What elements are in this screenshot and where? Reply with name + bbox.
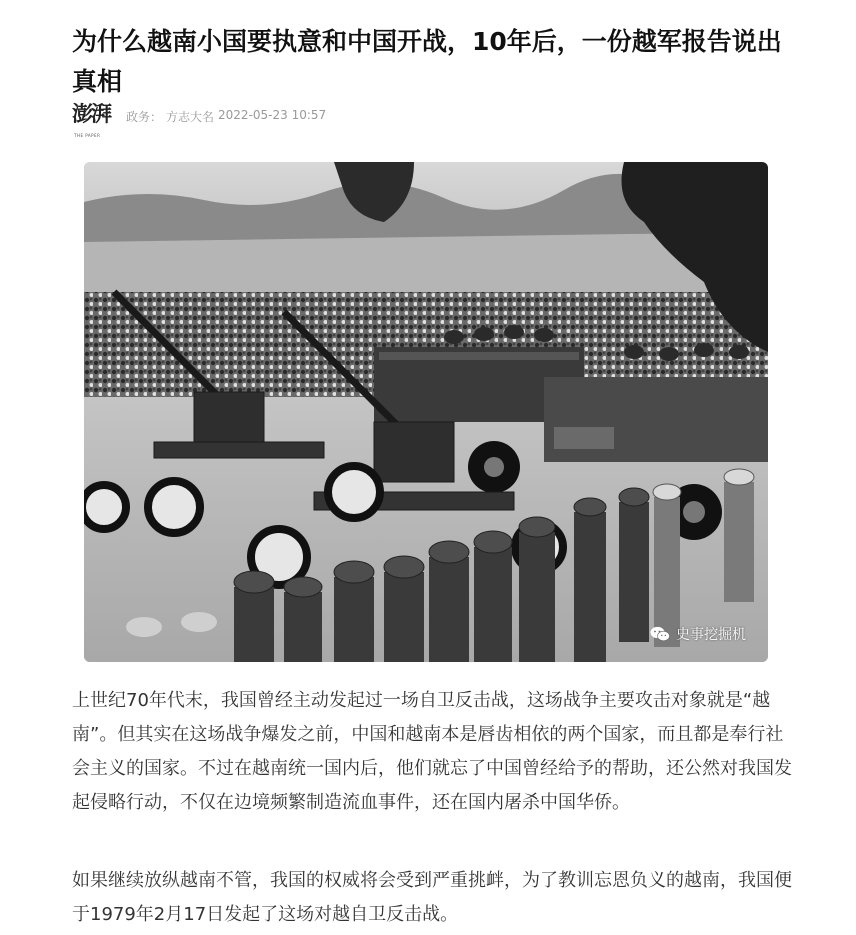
category-label: 政务： (126, 109, 163, 124)
article-paragraph: 上世纪70年代末，我国曾经主动发起过一场自卫反击战，这场战争主要攻击对象就是“越南”。但其实在这场战争爆发之前，中国和越南本是唇齿相依的两个国家，而且都是奉行社会主义的国家。不过在越南统一国内后，他们就忘了中国曾经给予的帮助，还公然对我国发起侵略行动，不仅在边境频繁制造流血事件，还在国内屠杀中国华侨。 (72, 690, 792, 813)
source-logo-text: 澎湃 (72, 101, 110, 126)
author-name[interactable]: 方志大名 (166, 109, 215, 124)
meta-text (126, 108, 326, 125)
article-meta (72, 101, 327, 138)
image-watermark (650, 624, 746, 644)
article-title: 为什么越南小国要执意和中国开战，10年后，一份越军报告说出真相 (72, 27, 782, 96)
watermark-text: 史事挖掘机 (676, 627, 746, 643)
source-logo-subtext: THE PAPER (74, 133, 101, 138)
photo-illustration (84, 162, 768, 662)
wechat-icon (650, 626, 670, 642)
article-paragraph: 如果继续放纵越南不管，我国的权威将会受到严重挑衅，为了教训忘恩负义的越南，我国便于1979年2月17日发起了这场对越自卫反击战。 (72, 870, 792, 925)
source-logo[interactable] (72, 101, 118, 138)
article-photo (84, 162, 768, 662)
publish-datetime: 2022-05-23 10:57 (218, 107, 327, 122)
